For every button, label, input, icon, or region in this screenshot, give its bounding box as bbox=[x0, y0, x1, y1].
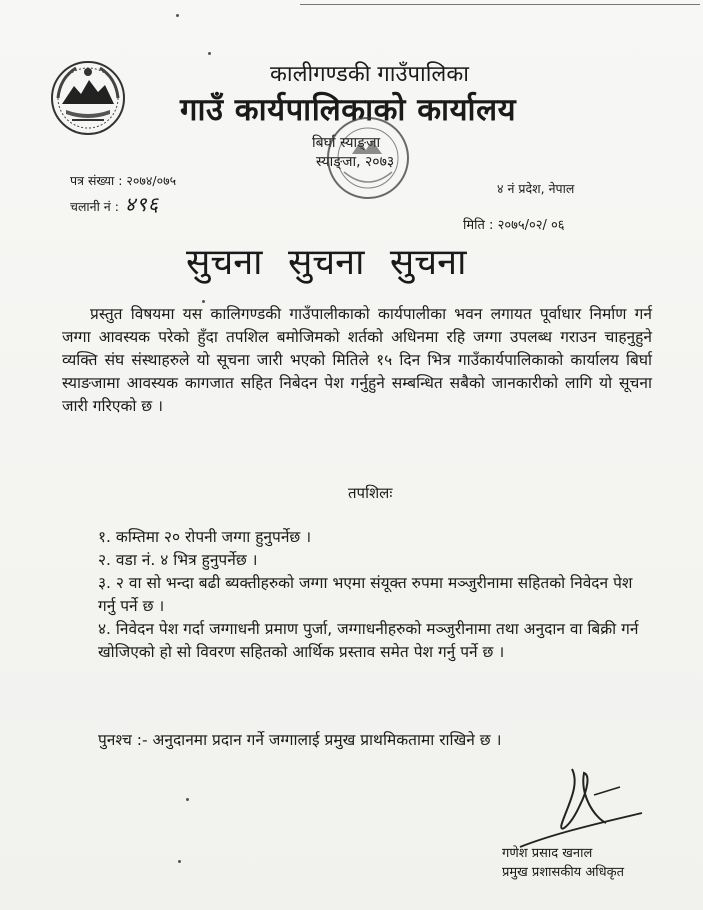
condition-item: १. कम्तिमा २० रोपनी जग्गा हुनुपर्नेछ । bbox=[98, 528, 312, 546]
tapasil-heading: तपशिलः bbox=[348, 484, 393, 502]
office-district: स्याङ्जा, २०७३ bbox=[316, 154, 395, 170]
body-paragraph bbox=[62, 303, 652, 418]
body-text: प्रस्तुत विषयमा यस कालिगण्डकी गाउँपालीकाको कार्यपालीका भवन लगायत पूर्वाधार निर्माण गर्न जग्गा आवस्यक परेको हुँदा तपशिल बमोजिमको शर्तको अधिनमा रहि जग्गा उपलब्ध गराउन चाहनुहुने व्यक्ति संघ संस्थाहरुले यो सूचना जारी भएको मितिले १५ दिन भित्र गाउँकार्यपालिकाको कार्यालय बिर्घा स्याङजामा आवस्यक कागजात सहित निबेदन पेश गर्नुहुने सम्बन्धित सबैको जानकारीको लागि यो सूचना जारी गरिएको छ । bbox=[62, 305, 652, 415]
reference-number: पत्र संख्या : २०७४/०७५ bbox=[70, 173, 177, 188]
scan-speck bbox=[176, 14, 179, 17]
scan-speck bbox=[208, 52, 211, 55]
conditions-list bbox=[98, 526, 653, 664]
nepal-emblem-icon bbox=[48, 58, 128, 138]
office-stamp-icon bbox=[322, 112, 414, 204]
scan-speck bbox=[202, 300, 205, 303]
office-place: बिर्घा स्याङ्जा bbox=[312, 135, 381, 151]
condition-item: ४. निवेदन पेश गर्दा जग्गाधनी प्रमाण पुर्जा, जग्गाधनीहरुको मञ्जुरीनामा तथा अनुदान वा बिक्री गर्न खोजिएको हो सो विवरण सहितको आर्थिक प्रस्ताव समेत पेश गर्नु पर्ने छ । bbox=[98, 620, 639, 661]
signatory-name: गणेश प्रसाद खनाल bbox=[502, 846, 593, 861]
notice-title: सुचना सुचना सुचना bbox=[186, 242, 467, 283]
province-line: ४ नं प्रदेश, नेपाल bbox=[497, 181, 575, 196]
dispatch-label: चलानी नं : bbox=[70, 199, 119, 214]
office-title: गाउँ कार्यपालिकाको कार्यालय bbox=[180, 92, 517, 128]
condition-item: २. वडा नं. ४ भित्र हुनुपर्नेछ । bbox=[98, 551, 258, 569]
scan-edge-line bbox=[300, 4, 700, 5]
municipality-name: कालीगण्डकी गाउँपालिका bbox=[270, 62, 469, 87]
dispatch-number-line bbox=[70, 190, 159, 217]
postscript: पुनश्च :- अनुदानमा प्रदान गर्ने जग्गालाई प्रमुख प्राथमिकतामा राखिने छ । bbox=[98, 731, 502, 749]
date-line: मिति : २०७५/०२/ ०६ bbox=[463, 218, 565, 233]
condition-item: ३. २ वा सो भन्दा बढी ब्यक्तीहरुको जग्गा भएमा संयूक्त रुपमा मञ्जुरीनामा सहितको निवेदन पेश गर्नु पर्ने छ । bbox=[98, 574, 633, 615]
scan-speck bbox=[186, 798, 189, 801]
dispatch-number: ४९६ bbox=[124, 192, 160, 216]
signatory-post: प्रमुख प्रशासकीय अधिकृत bbox=[502, 865, 625, 880]
scan-speck bbox=[178, 860, 181, 863]
